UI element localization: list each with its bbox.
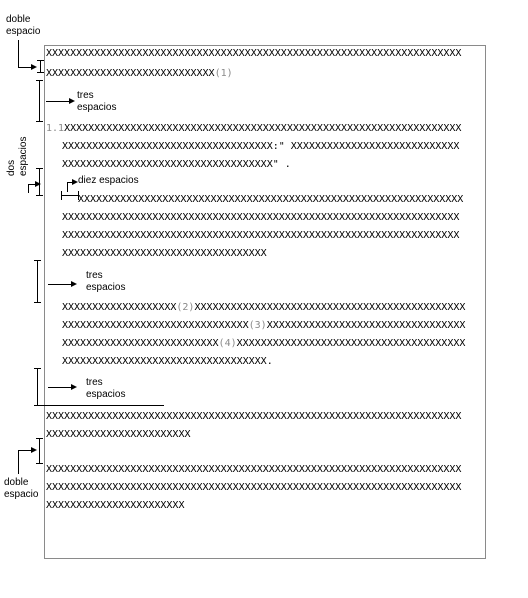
- arrow-right-icon: [31, 447, 37, 453]
- text: XXXXXXXXXXXXXXXXXXXXXXXXXXXXXXXXXXXXXXXXXXXXXXXXXXXXXXXXXXXXXXXXXXXXX: [46, 482, 462, 493]
- text: XXXXXXXXXXXXXXXXXXXXXXX: [46, 500, 185, 511]
- spacing-bracket: [37, 72, 44, 73]
- spacing-bracket: [36, 80, 43, 81]
- label-diez-espacios: diez espacios: [78, 175, 139, 186]
- label-line: tres: [86, 270, 103, 281]
- text-line: [46, 68, 484, 80]
- text-line: [46, 464, 484, 476]
- label-line: doble: [6, 14, 31, 25]
- text-line: [46, 48, 484, 60]
- arrow-right-icon: [31, 64, 37, 70]
- label-doble-espacio-bottom: [4, 477, 38, 501]
- label-line: tres: [77, 90, 94, 101]
- section-number: 1.1: [46, 123, 65, 134]
- arrow-shaft: [46, 101, 70, 102]
- arrow-right-icon: [71, 384, 77, 390]
- spacing-bracket: [36, 463, 43, 464]
- text-line: [62, 320, 482, 332]
- bracket-line: [18, 40, 19, 68]
- spacing-bracket: [39, 438, 40, 464]
- text: XXXXXXXXXXXXXXXXXXXXXXXXXXXXXXXXXXXXXXXXXXXXXXXXXXXXXXXXXXXXXXXXXXXXX: [46, 411, 462, 422]
- label-line: espacios: [18, 136, 29, 176]
- arrow-shaft: [18, 450, 19, 474]
- arrow-shaft: [48, 284, 72, 285]
- text: XXXXXXXXXXXXXXXXXXXXXXXXXXXXXXXXXXXXXXXXXXXXXXXXXXXXXXXXXXXXXXXXXX: [62, 212, 460, 223]
- text-line: [62, 141, 484, 153]
- spacing-bracket: [36, 168, 43, 169]
- spacing-bracket: [37, 60, 44, 61]
- arrow-right-icon: [69, 98, 75, 104]
- text-line: [46, 482, 484, 494]
- arrow-shaft: [28, 184, 29, 193]
- text-line: [62, 302, 482, 314]
- arrow-right-icon: [71, 281, 77, 287]
- label-tres-espacios-2: [86, 270, 125, 294]
- text: XXXXXXXXXXXXXXXXXXXXXXXXXXXXXXXXXXXXXXXXXXXXXXXXXXXXXXXXXXXXXXXXXX: [64, 123, 462, 134]
- reference-mark: (2): [176, 302, 195, 313]
- text: XXXXXXXXXXXXXXXXXXXXXXXXXXXXXXX: [62, 320, 249, 331]
- arrow-shaft: [67, 182, 68, 192]
- spacing-bracket: [36, 121, 43, 122]
- label-doble-espacio-top: [6, 14, 40, 38]
- label-tres-espacios-1: [77, 90, 116, 114]
- text-line: [46, 123, 484, 135]
- label-line: espacios: [86, 282, 126, 293]
- reference-mark: (4): [218, 338, 237, 349]
- label-dos-espacios: [6, 137, 30, 176]
- arrow-right-icon: [35, 181, 41, 187]
- text-line: [46, 500, 484, 512]
- text: XXXXXXXXXXXXXXXXXXXXXXXXXXXXXXXXXXX:" XXXXXXXXXXXXXXXXXXXXXXXXXXXX: [62, 141, 460, 152]
- text-line: [62, 338, 482, 350]
- text: XXXXXXXXXXXXXXXXXXXXXXXXXXXX: [46, 68, 215, 79]
- label-tres-espacios-3: [86, 377, 125, 401]
- text: XXXXXXXXXXXXXXXXXXXXXXXXXXXXXXXXXXXXXXXXXXXXXXXXXXXXXXXXXXXXXXXX: [78, 194, 464, 205]
- text: XXXXXXXXXXXXXXXXXXXXXXXXXXXXXXXXXXXXXX: [236, 338, 466, 349]
- arrow-shaft: [18, 450, 32, 451]
- text-line: [62, 356, 482, 368]
- label-line: tres: [86, 377, 103, 388]
- label-line: espacio: [6, 26, 41, 37]
- text: XXXXXXXXXXXXXXXXXXXXXXXXXXXXXXXXXXXXXXXXXXXXXXXXXXXXXXXXXXXXXXXXXXXXX: [46, 48, 462, 59]
- label-line: espacios: [77, 102, 117, 113]
- text-line: [62, 248, 482, 260]
- spacing-bracket: [37, 368, 38, 406]
- reference-mark: (3): [248, 320, 267, 331]
- spacing-bracket: [34, 260, 41, 261]
- text: XXXXXXXXXXXXXXXXXXX: [62, 302, 177, 313]
- spacing-bracket: [39, 80, 40, 122]
- text-line: [78, 194, 482, 206]
- label-line: espacio: [4, 489, 39, 500]
- arrow-shaft: [48, 387, 72, 388]
- section-divider: [34, 405, 164, 406]
- spacing-bracket: [34, 368, 41, 369]
- spacing-bracket: [36, 195, 43, 196]
- text: XXXXXXXXXXXXXXXXXXXXXXXXXXXXXXXXXX: [62, 248, 267, 259]
- text-line: [62, 159, 484, 171]
- text: XXXXXXXXXXXXXXXXXXXXXXXXXXXXXXXXXXXXXXXXXXXXXXXXXXXXXXXXXXXXXXXXXX: [62, 230, 460, 241]
- text-line: [62, 230, 482, 242]
- indent-marker: [61, 191, 62, 200]
- spacing-bracket: [37, 260, 38, 303]
- text: XXXXXXXXXXXXXXXXXXXXXXXXXXXXXXXXXX.: [62, 356, 273, 367]
- spacing-bracket: [34, 302, 41, 303]
- spacing-bracket: [36, 438, 43, 439]
- label-line: doble: [4, 477, 29, 488]
- bracket-line: [18, 67, 32, 68]
- text: XXXXXXXXXXXXXXXXXXXXXXXXXXXXXXXXXXX" .: [62, 159, 291, 170]
- text-line: [46, 429, 484, 441]
- text: XXXXXXXXXXXXXXXXXXXXXXXXXXXXXXXXXXXXXXXXXXXXXXXXXXXXXXXXXXXXXXXXXXXXX: [46, 464, 462, 475]
- label-line: dos: [6, 159, 17, 176]
- text: XXXXXXXXXXXXXXXXXXXXXXXXXX: [62, 338, 219, 349]
- text: XXXXXXXXXXXXXXXXXXXXXXXXXXXXXXXXX: [266, 320, 466, 331]
- text: XXXXXXXXXXXXXXXXXXXXXXXX: [46, 429, 191, 440]
- text: XXXXXXXXXXXXXXXXXXXXXXXXXXXXXXXXXXXXXXXXXXXXX: [194, 302, 466, 313]
- text-line: [46, 411, 484, 423]
- label-line: espacios: [86, 389, 126, 400]
- text-line: [62, 212, 482, 224]
- indent-marker: [61, 195, 79, 196]
- reference-mark: (1): [214, 68, 233, 79]
